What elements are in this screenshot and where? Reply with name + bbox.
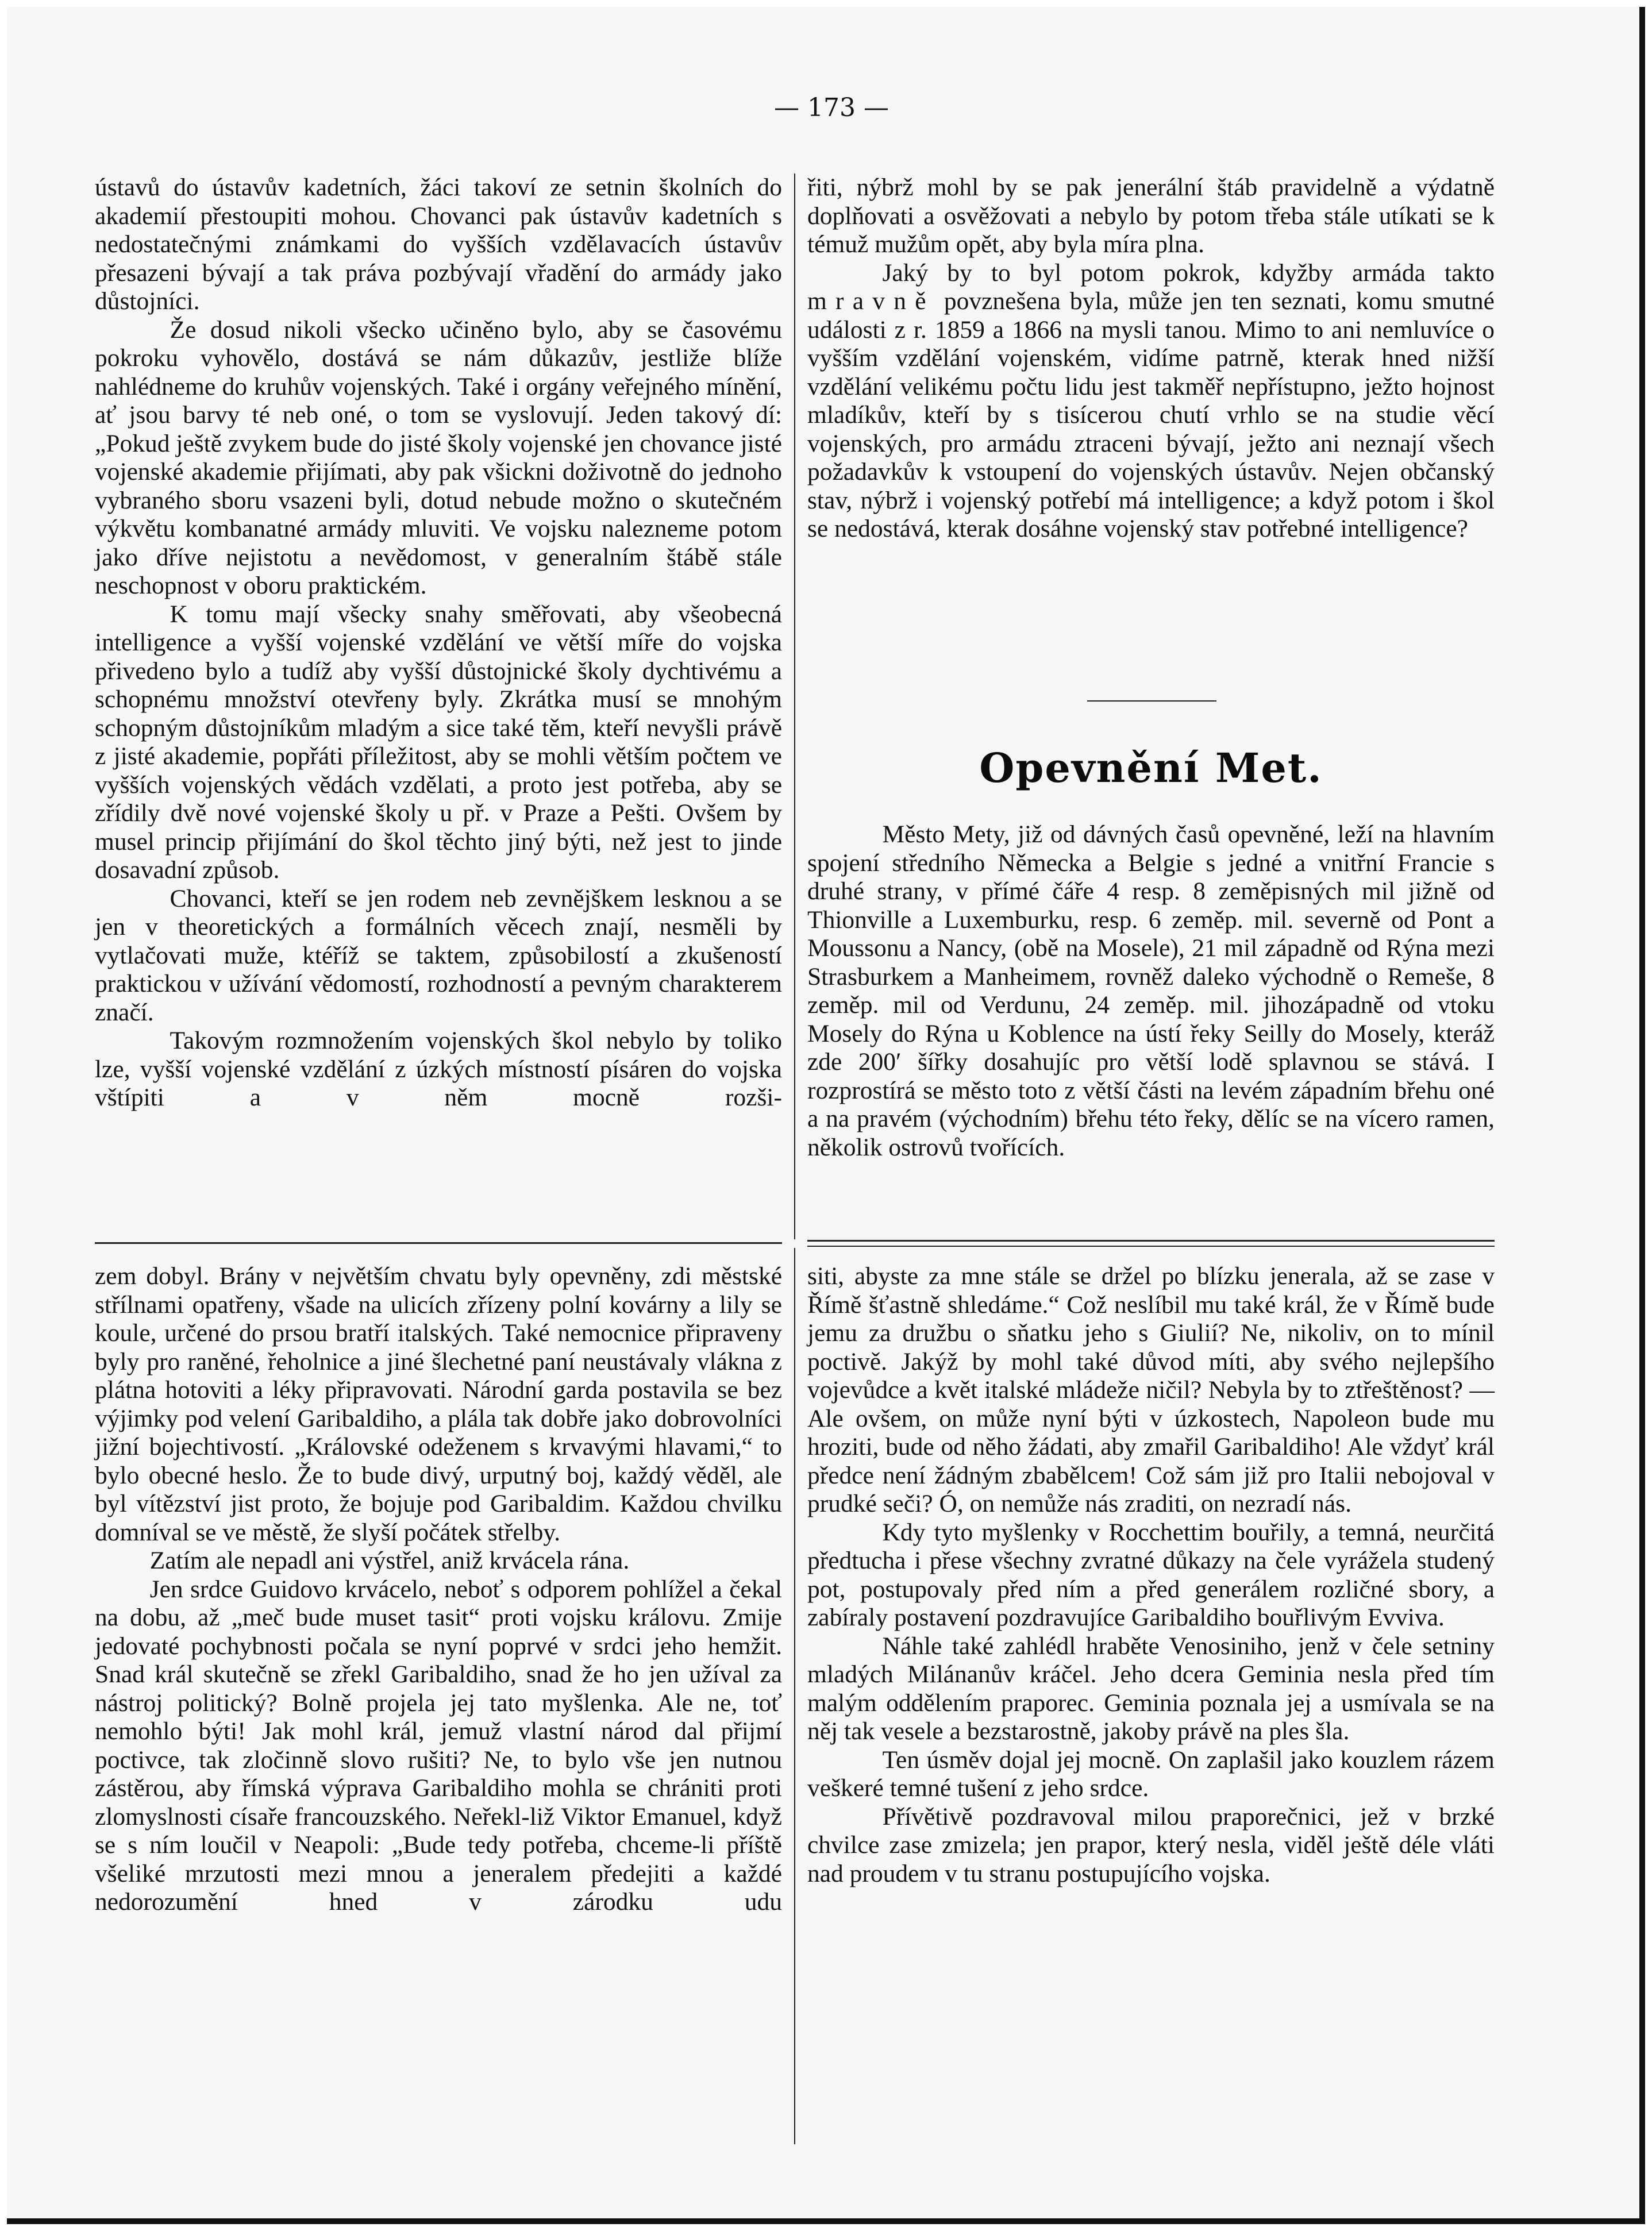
paragraph: Město Mety, již od dávných časů opevněné, leží na hlavním spojení středního Německa a Belgie s jedné a vnitřní Francie s druhé strany, v přímé čáře 4 resp. 8 zeměpisných mil jižně od Thionville a Luxemburku, resp. 6 zeměp. mil. severně od Pont a Moussonu a Nancy, (obě na Mosele), 21 mil západně od Rýna mezi Strasburkem a Manheimem, rovněž daleko východně o Remeše, 8 zeměp. mil od Verdunu, 24 zeměp. mil. jihozápadně od vtoku Mosely do Rýna u Koblence na ústí řeky Seilly do Mosely, kteráž zde 200′ šířky dosahujíc pro větší lodě splavnou se stává. I rozprostírá se město toto z větší části na levém západním břehu oné a na pravém (východním) břehu této řeky, dělíc se na vícero ramen, několik ostrovů tvořících. xyxy=(807,820,1495,1161)
page-number: — 173 — xyxy=(774,93,889,122)
column-top-right xyxy=(807,174,1495,544)
paragraph xyxy=(807,259,1495,544)
feuilleton-divider xyxy=(807,1240,1495,1242)
paragraph: Že dosud nikoli všecko učiněno bylo, aby se časovému pokroku vyhovělo, dostává se nám důkazův, jestliže blíže nahlédneme do kruhův vojenských. Také i orgány veřejného mínění, ať jsou barvy té neb oné, o tom se vyslovují. Jeden takový dí: „Pokud ještě zvykem bude do jisté školy vojenské jen chovance jisté vojenské akademie přijímati, aby pak všickni doživotně do jednoho vybraného sboru vsazeni byli, dotud nebude možno o skutečném výkvětu kombanatné armády mluviti. Ve vojsku nalezneme potom jako dříve nejistotu a nevědomost, v generalním štábě stále neschopnost v oboru praktickém. xyxy=(95,315,782,599)
paragraph: Náhle také zahlédl hraběte Venosiniho, jenž v čele setniny mladých Milánanův kráčel. Jeho dcera Geminia nesla před tím malým oddělením praporec. Geminia poznala jej a usmívala se na něj tak vesele a bezstarostně, jakoby právě na ples šla. xyxy=(807,1632,1495,1745)
paragraph: Takovým rozmnožením vojenských škol nebylo by toliko lze, vyšší vojenské vzdělání z úzkých místností písáren do vojska vštípiti a v něm mocně rozši- xyxy=(95,1027,782,1111)
article-body xyxy=(807,820,1495,1162)
column-bottom-left xyxy=(95,1262,782,1917)
paragraph: K tomu mají všecky snahy směřovati, aby všeobecná intelligence a vyšší vojenské vzdělání ve větší míře do vojska přivedeno bylo a tudíž aby vyšší důstojnické školy dychtivému a schopnému množství otevřeny byly. Zkrátka musí se mnohým schopným důstojníkům mladým a sice také těm, kteří nevyšli právě z jisté akademie, popřáti příležitost, aby se mohli větším počtem ve vyšších vojenských vědách vzdělati, a proto jest potřeba, aby se zřídily dvě nové vojenské školy u př. v Praze a Pešti. Ovšem by musel princip přijímání do škol těchto jiný býti, než jest to jinde dosavadní způsob. xyxy=(95,600,782,884)
text-run: povznešena byla, může jen ten seznati, komu smutné události z r. 1859 a 1866 na mysli tanou. Mimo to ani nemluvíce o vyšším vzdělání vojenském, vidíme patrně, kterak hned nižší vzdělání velikému počtu lidu jest takměř nepřístupno, ježto hojnost mladíkův, kteří by s tisícerou chutí vrhlo se na studie věcí vojenských, pro armádu ztraceni bývají, ježto ani neznají všech požadavkův k vstoupení do vojenských ústavův. Nejen občanský stav, nýbrž i vojenský potřebí má intelligence; a když potom i škol se nedostává, kterak dosáhne vojenský stav potřebné intelligence? xyxy=(807,287,1495,542)
paragraph: Přívětivě pozdravoval milou praporečnici, jež v brzké chvilce zase zmizela; jen prapor, který nesla, viděl ještě déle vláti nad proudem v tu stranu postupujícího vojska. xyxy=(807,1802,1495,1887)
column-top-left xyxy=(95,174,782,1112)
paragraph: Ten úsměv dojal jej mocně. On zaplašil jako kouzlem rázem veškeré temné tušení z jeho srdce. xyxy=(807,1746,1495,1802)
text-run: Jaký by to byl potom pokrok, kdyžby armáda takto xyxy=(882,259,1495,287)
paragraph: Jen srdce Guidovo krvácelo, neboť s odporem pohlížel a čekal na dobu, až „meč bude muset tasit“ proti vojsku královu. Zmije jedovaté pochybnosti počala se nyní poprvé v srdci jeho hemžit. Snad král skutečně se zřekl Garibaldiho, snad že ho jen užíval za nástroj politický? Bolně projela jej tato myšlenka. Ale ne, toť nemohlo býti! Jak mohl král, jemuž vlastní národ dal přijmí poctivce, tak zločinně slovo rušiti? Ne, to bylo vše jen nutnou zástěrou, aby římská výprava Garibaldiho mohla se chrániti proti zlomyslnosti císaře francouzského. Neřekl-liž Viktor Emanuel, když se s ním loučil v Neapoli: „Bude tedy potřeba, chceme-li příště všeliké mrzutosti mezi mnou a jeneralem předejiti a každé nedorozumění hned v zárodku udu xyxy=(95,1575,782,1916)
newspaper-page xyxy=(7,7,1645,2224)
paragraph: Zatím ale nepadl ani výstřel, aniž krvácela rána. xyxy=(149,1547,630,1574)
section-divider xyxy=(1087,700,1216,702)
column-divider xyxy=(794,1248,795,2144)
paragraph: siti, abyste za mne stále se držel po blízku jenerala, až se zase v Římě šťastně shledáme.“ Což neslíbil mu také král, že v Římě bude jemu za družbu o sňatku jeho s Giulií? Ne, nikoliv, on to mínil poctivě. Jakýž by mohl také důvod míti, aby svého nejlepšího vojevůdce a květ italské mládeže ničil? Nebyla by to ztřeštěnost? — Ale ovšem, on může nyní býti v úzkostech, Napoleon bude mu hroziti, bude od něho žádati, aby zmařil Garibaldiho! Ale vždyť král předce není žádným zbabělcem! Což sám již pro Italii nebojoval v prudké seči? Ó, on nemůže nás zraditi, on nezradí nás. xyxy=(807,1262,1495,1517)
feuilleton-divider xyxy=(95,1242,782,1244)
column-bottom-right xyxy=(807,1262,1495,1888)
paragraph: zem dobyl. Brány v největším chvatu byly opevněny, zdi městské střílnami opatřeny, všade na ulicích zřízeny polní kovárny a lily se koule, určené do prsou bratří italských. Také nemocnice připraveny byly pro raněné, řeholnice a jiné šlechetné paní neustávaly vlákna z plátna hotoviti a léky připravovati. Národní garda postavila se bez výjimky pod velení Garibaldiho, a plála tak dobře jako dobrovolníci jižní bojechtivostí. „Královské odeženem s krvavými hlavami,“ to bylo obecné heslo. Že to bude divý, urputný boj, každý věděl, ale byl vítězství jist proto, že bojuje pod Garibaldim. Každou chvilku domníval se ve městě, že slyší počátek střelby. xyxy=(95,1262,782,1546)
article-heading: Opevnění Met. xyxy=(979,744,1323,792)
paragraph: ústavů do ústavův kadetních, žáci takoví ze setnin školních do akademií přestoupiti mohou. Chovanci pak ústavův kadetních s nedostatečnými známkami do vyšších vzdělavacích ústavův přesazeni bývají a tak práva pozbývají vřadění do armády jako důstojníci. xyxy=(95,174,782,315)
feuilleton-divider xyxy=(807,1246,1495,1247)
paragraph: Chovanci, kteří se jen rodem neb zevnějškem lesknou a se jen v theoretických a formálních věcech znají, nesměli by vytlačovati muže, ktéříž se taktem, způsobilostí a zkušeností praktickou v užívání vědomostí, rozhodností a pevným charakterem značí. xyxy=(95,884,782,1026)
column-divider xyxy=(794,174,795,1239)
emphasized-word: mravně xyxy=(807,287,935,315)
paragraph: Kdy tyto myšlenky v Rocchettim bouřily, a temná, neurčitá předtucha i přese všechny zvratné důkazy na čele vyrážela studený pot, postupovaly před ním a před generálem rozličné sbory, a zabíraly postavení pozdravujíce Garibaldiho bouřlivým Evviva. xyxy=(807,1518,1495,1631)
paragraph: řiti, nýbrž mohl by se pak jenerální štáb pravidelně a výdatně doplňovati a osvěžovati a nebylo by potom třeba stále utíkati se k témuž mužům opět, aby byla míra plna. xyxy=(807,174,1495,258)
